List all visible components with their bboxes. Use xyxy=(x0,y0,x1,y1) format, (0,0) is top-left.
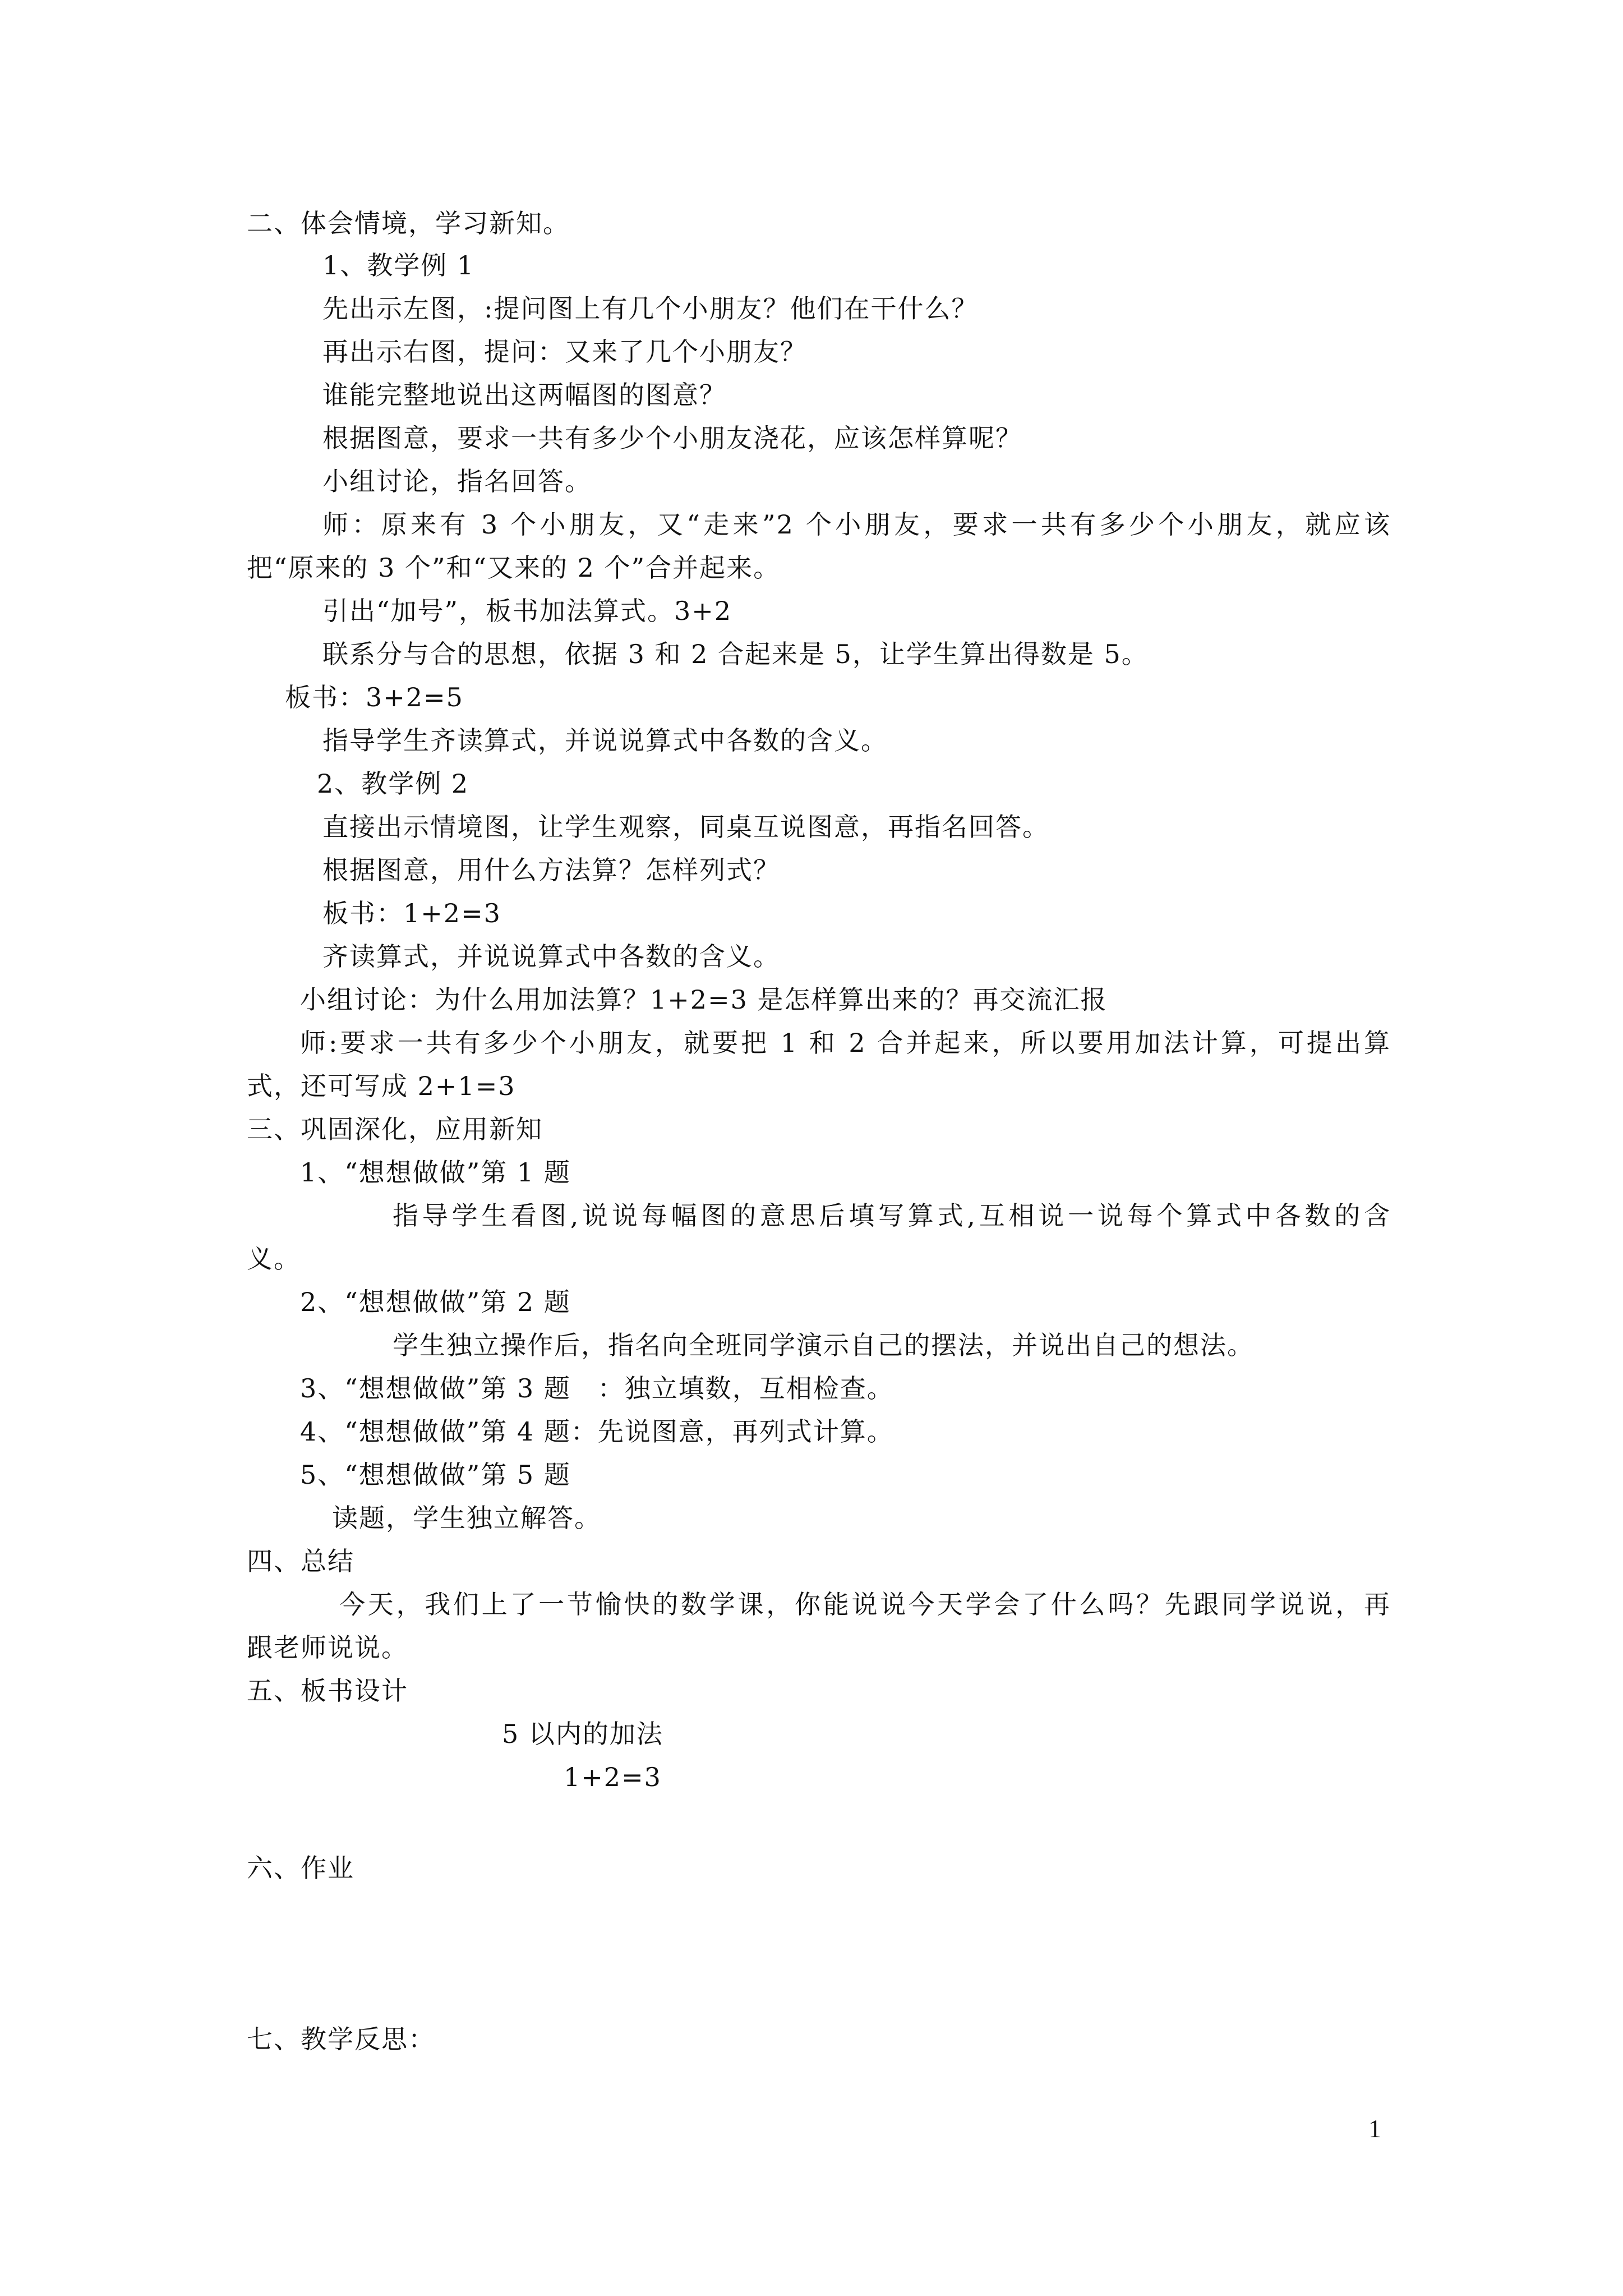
paragraph: 谁能完整地说出这两幅图的图意？ xyxy=(322,380,726,410)
paragraph: 联系分与合的思想，依据 3 和 2 合起来是 5，让学生算出得数是 5。 xyxy=(322,639,1149,669)
paragraph: 小组讨论：为什么用加法算？1+2=3 是怎样算出来的？再交流汇报 xyxy=(300,984,1108,1015)
section-heading-3: 三、巩固深化，应用新知 xyxy=(247,1114,543,1144)
board-writing: 板书：1+2=3 xyxy=(322,898,501,928)
paragraph: 读题，学生独立解答。 xyxy=(332,1503,601,1533)
board-design-title: 5 以内的加法 xyxy=(502,1719,663,1749)
paragraph-continuation: 式，还可写成 2+1=3 xyxy=(247,1071,516,1101)
board-design-equation: 1+2=3 xyxy=(564,1762,662,1792)
paragraph: 师:要求一共有多少个小朋友，就要把 1 和 2 合并起来，所以要用加法计算，可提出算 xyxy=(300,1028,1391,1058)
paragraph-continuation: 义。 xyxy=(247,1244,301,1274)
paragraph: 齐读算式，并说说算式中各数的含义。 xyxy=(322,941,780,972)
paragraph: 引出“加号”，板书加法算式。3+2 xyxy=(322,596,732,626)
section-heading-5: 五、板书设计 xyxy=(247,1676,408,1706)
paragraph-continuation: 把“原来的 3 个”和“又来的 2 个”合并起来。 xyxy=(247,553,781,583)
paragraph: 学生独立操作后，指名向全班同学演示自己的摆法，并说出自己的想法。 xyxy=(393,1330,1254,1360)
paragraph-continuation: 跟老师说说。 xyxy=(247,1632,408,1663)
paragraph: 小组讨论，指名回答。 xyxy=(322,466,592,496)
page-number: 1 xyxy=(1368,2114,1381,2143)
exercise-1-title: 1、“想想做做”第 1 题 xyxy=(300,1157,571,1188)
paragraph: 直接出示情境图，让学生观察，同桌互说图意，再指名回答。 xyxy=(322,812,1049,842)
example-1-title: 1、教学例 1 xyxy=(322,250,475,280)
paragraph: 指导学生齐读算式，并说说算式中各数的含义。 xyxy=(322,725,888,756)
paragraph: 指导学生看图,说说每幅图的意思后填写算式,互相说一说每个算式中各数的含 xyxy=(393,1200,1391,1231)
section-heading-4: 四、总结 xyxy=(247,1546,354,1576)
exercise-2-title: 2、“想想做做”第 2 题 xyxy=(300,1287,571,1317)
section-heading-6: 六、作业 xyxy=(247,1853,354,1883)
paragraph: 今天，我们上了一节愉快的数学课，你能说说今天学会了什么吗？先跟同学说说，再 xyxy=(339,1589,1391,1619)
paragraph: 根据图意，要求一共有多少个小朋友浇花，应该怎样算呢？ xyxy=(322,423,1022,453)
section-heading-2: 二、体会情境，学习新知。 xyxy=(247,208,570,238)
exercise-4: 4、“想想做做”第 4 题：先说图意，再列式计算。 xyxy=(300,1416,894,1447)
example-2-title: 2、教学例 2 xyxy=(317,769,469,799)
exercise-5-title: 5、“想想做做”第 5 题 xyxy=(300,1460,571,1490)
section-heading-7: 七、教学反思： xyxy=(247,2024,435,2054)
paragraph: 师：原来有 3 个小朋友，又“走来”2 个小朋友，要求一共有多少个小朋友，就应该 xyxy=(322,509,1391,540)
board-writing: 板书：3+2=5 xyxy=(285,682,464,712)
exercise-3: 3、“想想做做”第 3 题 ：独立填数，互相检查。 xyxy=(300,1373,894,1404)
paragraph: 先出示左图，:提问图上有几个小朋友？他们在干什么？ xyxy=(322,293,979,324)
paragraph: 根据图意，用什么方法算？怎样列式？ xyxy=(322,855,780,885)
paragraph: 再出示右图，提问：又来了几个小朋友？ xyxy=(322,337,807,367)
